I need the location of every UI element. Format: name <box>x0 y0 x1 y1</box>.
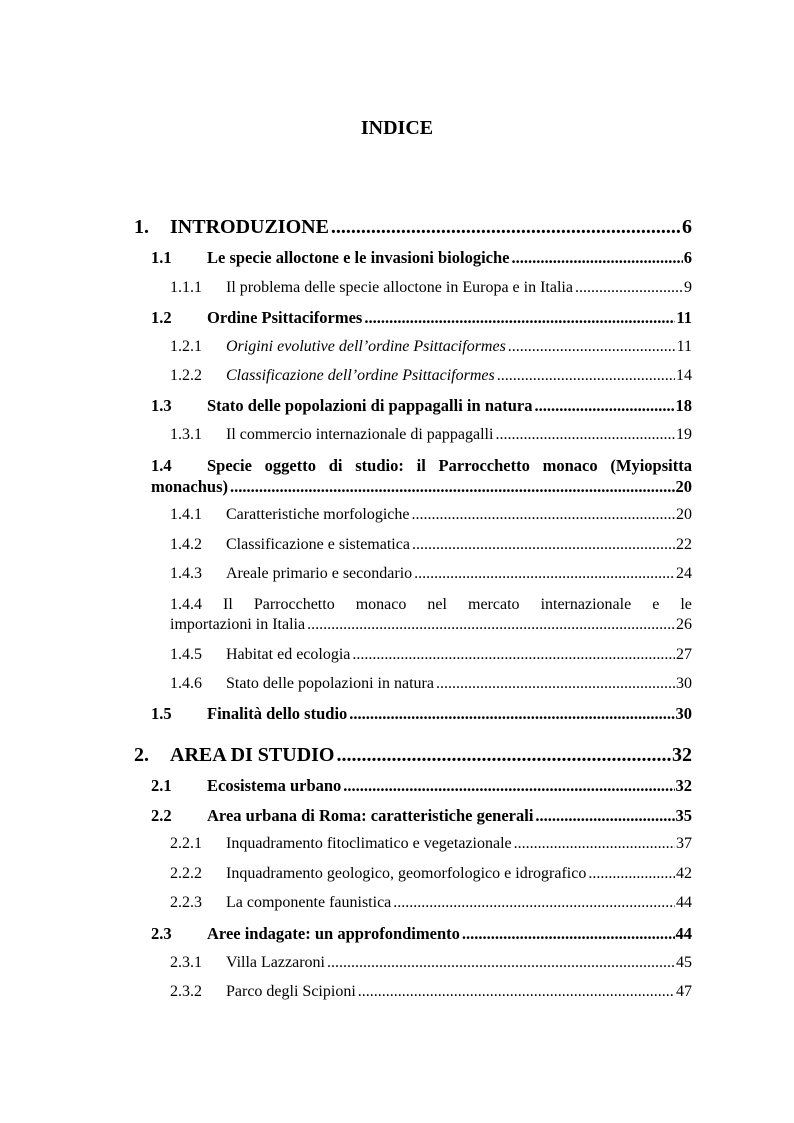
entry-page: 32 <box>672 744 692 766</box>
entry-number: 1.2.1 <box>170 338 202 355</box>
entry-page: 20 <box>676 506 692 523</box>
entry-title: Villa Lazzaroni <box>226 954 325 971</box>
entry-page: 32 <box>675 776 692 795</box>
entry-number: 2.3.1 <box>170 954 202 971</box>
entry-title: Finalità dello studio <box>207 704 348 723</box>
entry-page: 22 <box>676 536 692 553</box>
entry-number: 1.4.2 <box>170 536 202 553</box>
title-word: le <box>680 596 692 613</box>
entry-title-line-1 <box>207 455 692 477</box>
entry-number: 1.4 <box>151 456 172 475</box>
entry-number: 2.2.1 <box>170 835 202 852</box>
entry-number: 1.1.1 <box>170 279 202 296</box>
entry-number: 1.2.2 <box>170 367 202 384</box>
title-word: il <box>416 456 426 475</box>
dot-leader <box>535 396 675 416</box>
title-word: Specie <box>207 456 252 475</box>
entry-page: 18 <box>675 396 692 415</box>
entry-title: Origini evolutive dell’ordine Psittaciformes <box>226 338 506 355</box>
entry-title: Stato delle popolazioni di pappagalli in natura <box>207 396 533 415</box>
entry-page: 11 <box>676 308 692 327</box>
entry-page: 6 <box>683 248 692 267</box>
title-word: (Myiopsitta <box>610 456 692 475</box>
entry-title: Inquadramento geologico, geomorfologico e idrografico <box>226 865 587 882</box>
toc-entry-subsection-2-3-1[interactable] <box>170 954 692 972</box>
toc-entry-chapter-2[interactable] <box>134 744 692 767</box>
entry-title: Caratteristiche morfologiche <box>226 506 410 523</box>
entry-number: 2.1 <box>151 776 172 795</box>
entry-number: 1.3.1 <box>170 426 202 443</box>
toc-entry-subsection-1-1-1[interactable] <box>170 279 692 297</box>
toc-entry-section-2-1[interactable] <box>151 776 692 796</box>
entry-page: 19 <box>676 426 692 443</box>
title-word: e <box>652 596 660 613</box>
entry-page: 44 <box>675 924 692 943</box>
entry-page: 42 <box>676 865 692 882</box>
toc-entry-chapter-1[interactable] <box>134 216 692 239</box>
entry-number: 2. <box>134 744 149 766</box>
toc-entry-subsection-2-2-2[interactable] <box>170 865 692 883</box>
toc-entry-subsection-1-3-1[interactable] <box>170 426 692 444</box>
title-word: internazionale <box>540 596 632 613</box>
toc-entry-subsection-2-2-3[interactable] <box>170 894 692 912</box>
dot-leader <box>393 894 675 912</box>
entry-number: 1.4.3 <box>170 565 202 582</box>
entry-number: 1.4.6 <box>170 675 202 692</box>
entry-page: 35 <box>675 806 692 825</box>
entry-page: 27 <box>676 646 692 663</box>
entry-number: 1.2 <box>151 308 172 327</box>
entry-page: 9 <box>684 279 692 296</box>
entry-number: 2.3.2 <box>170 983 202 1000</box>
title-word: Parrocchetto <box>253 596 335 613</box>
dot-leader <box>343 776 674 796</box>
toc-entry-section-1-2[interactable] <box>151 308 692 328</box>
entry-title: Areale primario e secondario <box>226 565 413 582</box>
dot-leader <box>462 924 675 944</box>
entry-page: 6 <box>682 216 692 238</box>
title-word: nel <box>427 596 447 613</box>
toc-entry-subsection-1-4-5[interactable] <box>170 646 692 664</box>
toc-entry-subsection-1-2-2[interactable] <box>170 367 692 385</box>
toc-entry-section-1-1[interactable] <box>151 248 692 268</box>
entry-page: 47 <box>676 983 692 1000</box>
entry-page: 26 <box>676 616 692 633</box>
entry-title: La componente faunistica <box>226 894 392 911</box>
dot-leader <box>358 983 675 1001</box>
entry-page: 14 <box>676 367 692 384</box>
entry-title: Habitat ed ecologia <box>226 646 351 663</box>
entry-number: 1. <box>134 216 149 238</box>
entry-title: Ecosistema urbano <box>207 776 342 795</box>
entry-title-line-1 <box>170 594 692 616</box>
toc-entry-subsection-1-4-6[interactable] <box>170 675 692 693</box>
entry-number: 1.5 <box>151 704 172 723</box>
dot-leader <box>436 675 675 693</box>
entry-number: 2.2 <box>151 806 172 825</box>
entry-page: 20 <box>675 477 692 496</box>
dot-leader <box>508 338 676 356</box>
dot-leader <box>495 426 675 444</box>
entry-title: Il commercio internazionale di pappagalli <box>226 426 494 443</box>
entry-page: 30 <box>676 675 692 692</box>
dot-leader <box>331 216 681 239</box>
dot-leader <box>411 506 675 524</box>
page-title: INDICE <box>360 117 434 139</box>
entry-number: 1.3 <box>151 396 172 415</box>
toc-entry-subsection-2-2-1[interactable] <box>170 835 692 853</box>
toc-entry-subsection-1-4-1[interactable] <box>170 506 692 524</box>
entry-title: Stato delle popolazioni in natura <box>226 675 434 692</box>
title-word: monaco <box>355 596 407 613</box>
entry-page: 11 <box>676 338 692 355</box>
dot-leader <box>412 536 675 554</box>
title-word: oggetto <box>264 456 316 475</box>
toc-entry-section-1-3[interactable] <box>151 396 692 416</box>
title-word: monaco <box>542 456 598 475</box>
entry-number: 2.2.3 <box>170 894 202 911</box>
dot-leader <box>514 835 675 853</box>
dot-leader <box>414 565 675 583</box>
toc-entry-section-1-5[interactable] <box>151 704 692 724</box>
dot-leader <box>307 616 675 634</box>
entry-number: 1.1 <box>151 248 172 267</box>
entry-title: Le specie alloctone e le invasioni biologiche <box>207 248 510 267</box>
entry-title: Classificazione dell’ordine Psittaciformes <box>226 367 495 384</box>
entry-title: Area urbana di Roma: caratteristiche generali <box>207 806 534 825</box>
dot-leader <box>352 646 675 664</box>
entry-number: 2.3 <box>151 924 172 943</box>
title-word: mercato <box>468 596 520 613</box>
toc-entry-subsection-1-4-3[interactable] <box>170 565 692 583</box>
dot-leader <box>364 308 675 328</box>
toc-entry-subsection-1-2-1[interactable] <box>170 338 692 356</box>
toc-entry-section-2-3[interactable] <box>151 924 692 944</box>
entry-title: Il problema delle specie alloctone in Europa e in Italia <box>226 279 573 296</box>
toc-entry-section-2-2[interactable] <box>151 806 692 826</box>
entry-title: Classificazione e sistematica <box>226 536 410 553</box>
entry-page: 30 <box>675 704 692 723</box>
title-word: Parrocchetto <box>438 456 530 475</box>
entry-page: 45 <box>676 954 692 971</box>
entry-page: 24 <box>676 565 692 582</box>
entry-page: 37 <box>676 835 692 852</box>
toc-entry-subsection-1-4-4[interactable] <box>170 594 692 634</box>
dot-leader <box>511 248 682 268</box>
entry-title-line-2: importazioni in Italia <box>170 616 306 633</box>
dot-leader <box>349 704 674 724</box>
dot-leader <box>230 477 674 497</box>
entry-title: INTRODUZIONE <box>170 216 329 238</box>
dot-leader <box>588 865 675 883</box>
entry-title: Aree indagate: un approfondimento <box>207 924 460 943</box>
title-word: Il <box>223 596 233 613</box>
title-word: di <box>328 456 343 475</box>
entry-title: Parco degli Scipioni <box>226 983 356 1000</box>
entry-page: 44 <box>676 894 692 911</box>
entry-title: AREA DI STUDIO <box>170 744 335 766</box>
title-word: studio: <box>355 456 404 475</box>
dot-leader <box>336 744 671 767</box>
entry-title: Inquadramento fitoclimatico e vegetazionale <box>226 835 512 852</box>
entry-number: 2.2.2 <box>170 865 202 882</box>
entry-title: Ordine Psittaciformes <box>207 308 363 327</box>
dot-leader <box>497 367 675 385</box>
toc-entry-section-1-4[interactable] <box>151 455 692 497</box>
dot-leader <box>327 954 675 972</box>
toc-entry-subsection-1-4-2[interactable] <box>170 536 692 554</box>
entry-number: 1.4.1 <box>170 506 202 523</box>
dot-leader <box>575 279 683 297</box>
entry-title-line-2: monachus) <box>151 477 229 496</box>
entry-number: 1.4.4 <box>170 596 202 613</box>
toc-entry-subsection-2-3-2[interactable] <box>170 983 692 1001</box>
entry-number: 1.4.5 <box>170 646 202 663</box>
dot-leader <box>535 806 674 826</box>
